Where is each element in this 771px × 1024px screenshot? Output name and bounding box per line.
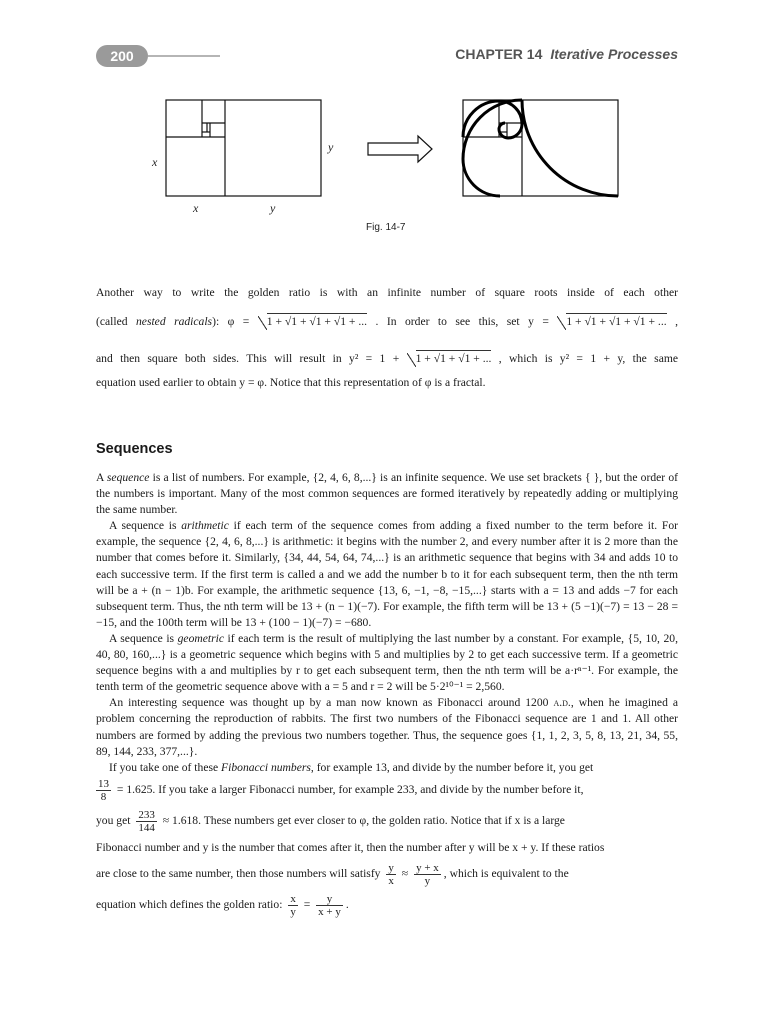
paragraph-fibonacci-ratio: If you take one of these Fibonacci numbers, for example 13, and divide by the number before it, you get bbox=[109, 760, 594, 774]
fraction-yplusx-over-y: $\frac{y + x}{y}$ bbox=[416, 861, 439, 887]
right-golden-rectangle bbox=[463, 100, 618, 196]
fraction-line-2: you get $\frac{233}{144}$ ≈ 1.618. These numbers get ever closer to φ, the golden ratio. Notice that if x is a large bbox=[96, 808, 565, 834]
y-squared-nested-radical: 1 + √1 + √1 + ... bbox=[407, 351, 492, 367]
term-nested-radicals: nested radicals bbox=[136, 315, 213, 328]
figure-caption: Fig. 14-7 bbox=[366, 222, 406, 233]
fraction-x-over-y: $\frac{x}{y}$ bbox=[290, 892, 296, 918]
y-nested-radical: 1 + √1 + √1 + √1 + ... bbox=[557, 314, 666, 330]
intro-line-2: (called nested radicals): φ = 1 + √1 + √1 + √1 + ... . In order to see this, set y = 1 + √1 + √1 + √1 + ... , bbox=[96, 314, 678, 330]
paragraph-sequence-definition: A sequence is a list of numbers. For example, {2, 4, 6, 8,...} is an infinite sequence. We use set brackets { }, but the order of the numbers is important. Many of the most common sequences are formed iteratively by repeatedly adding or multiplying the same number. bbox=[96, 471, 678, 517]
intro-line-3: and then square both sides. This will result in y² = 1 + 1 + √1 + √1 + ... , which is y² = 1 + y, the same bbox=[96, 351, 678, 367]
chapter-title: Iterative Processes bbox=[550, 46, 678, 62]
paragraph-fibonacci: An interesting sequence was thought up by a man now known as Fibonacci around 1200 a.d., when he imagined a problem concerning the reproduction of rabbits. The first two numbers of the Fibonacci sequence are 1 and 1. All other numbers are formed by adding the previous two numbers together. Thus, the sequence goes {1, 1, 2, 3, 5, 8, 13, 21, 34, 55, 89, 144, 233, 377,...}. bbox=[96, 696, 679, 758]
sequences-body bbox=[96, 470, 678, 918]
page-number-badge: 200 bbox=[96, 45, 148, 67]
fraction-y-over-xplusy: $\frac{y}{x + y}$ bbox=[318, 892, 341, 918]
fraction-line-1: $\frac{13}{8}$ = 1.625. If you take a larger Fibonacci number, for example 233, and divide by the number before it, bbox=[98, 777, 584, 803]
golden-spiral bbox=[463, 100, 618, 196]
golden-rectangle-figure bbox=[0, 0, 771, 240]
label-x-bottom: x bbox=[193, 201, 199, 215]
paragraph-arithmetic: A sequence is arithmetic if each term of the sequence comes from adding a fixed number to the term before it. For example, the sequence {2, 4, 6, 8,...} is arithmetic: it begins with the number 2, and every number after it is 2 more than the number that comes before it. Similarly, {34, 44, 54, 64, 74,...} is an arithmetic sequence that begins with 34 and adds 10 to each successive term. If the first term is called a and we add the number b to it for each subsequent term, then the nth term will be a + (n − 1)b. For example, the arithmetic sequence {13, 6, −1, −8, −15,...} starts with a = 13 and adds −7 for each subsequent term. Thus, the nth term will be 13 + (n − 1)(−7). For example, the fifth term will be 13 + (5 −1)(−7) = 13 − 28 = −15, and the 100th term will be 13 + (100 − 1)(−7) = −680. bbox=[96, 519, 678, 629]
section-heading-sequences: Sequences bbox=[96, 441, 173, 457]
fraction-line-3: are close to the same number, then those numbers will satisfy $\frac{y}{x}$ ≈ $\frac{y + x}{y}$ , which is equivalent to the bbox=[96, 861, 569, 887]
fraction-13-over-8: $\frac{13}{8}$ bbox=[98, 777, 109, 803]
left-golden-rectangle bbox=[166, 100, 321, 196]
phi-nested-radical: 1 + √1 + √1 + √1 + ... bbox=[258, 314, 367, 330]
fraction-line-4: equation which defines the golden ratio: $\frac{x}{y}$ = $\frac{y}{x + y}$ . bbox=[96, 892, 349, 918]
paragraph-geometric: A sequence is geometric if each term is the result of multiplying the last number by a constant. For example, {5, 10, 20, 40, 80, 160,...} is a geometric sequence which begins with 5 and multiplies by 2 to get each successive term. If a geometric sequence begins with a and multiplies by r to get each subsequent term, then the nth term will be a·rⁿ⁻¹. For example, the tenth term of the geometric sequence above with a = 5 and r = 2 will be 5·2¹⁰⁻¹ = 2,560. bbox=[96, 631, 678, 694]
fraction-233-over-144: $\frac{233}{144}$ bbox=[138, 808, 155, 834]
label-x-left: x bbox=[152, 155, 158, 169]
text-line-fib-after: Fibonacci number and y is the number that comes after it, then the number after y will be x + y. If these ratios bbox=[96, 840, 605, 854]
intro-line-1: Another way to write the golden ratio is with an infinite number of square roots inside of each other bbox=[96, 286, 678, 299]
fraction-y-over-x: $\frac{y}{x}$ bbox=[388, 861, 394, 887]
intro-line-4: equation used earlier to obtain y = φ. Notice that this representation of φ is a fractal. bbox=[96, 376, 486, 389]
right-arrow bbox=[368, 136, 432, 162]
label-y-right: y bbox=[328, 140, 334, 154]
chapter-label: CHAPTER 14 bbox=[455, 46, 543, 62]
label-y-bottom: y bbox=[270, 201, 276, 215]
